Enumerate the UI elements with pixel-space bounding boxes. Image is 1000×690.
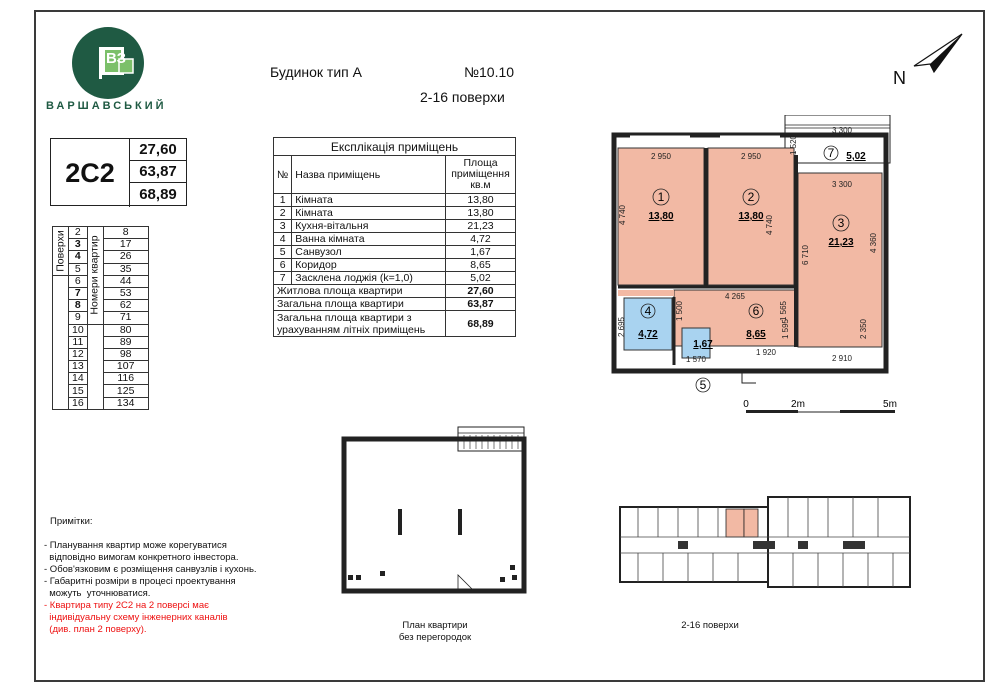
apartment-number: 89 — [103, 336, 148, 348]
dimension-label: 4 740 — [618, 204, 627, 226]
explication-table — [273, 137, 516, 337]
scale-label-2m: 2m — [791, 399, 805, 410]
building-number: №10.10 — [464, 64, 515, 80]
dimension-label: 3 300 — [831, 126, 853, 135]
dimension-label: 2 350 — [859, 318, 868, 340]
floor-row — [53, 227, 149, 239]
dimension-label: 2 695 — [617, 316, 626, 338]
dimension-label: 2 950 — [740, 152, 762, 161]
floor-number: 3 — [69, 239, 88, 251]
apartment-number: 62 — [103, 300, 148, 312]
room-number-label: 3 — [837, 216, 845, 230]
apartment-number: 71 — [103, 312, 148, 324]
brand-wordmark: ВАРШАВСЬКИЙ — [46, 100, 167, 112]
room-name: Кухня-вітальня — [292, 220, 446, 233]
apartments-header-spacer — [87, 324, 103, 409]
floors-apartments-table — [52, 226, 149, 410]
room-number-label: 4 — [644, 304, 652, 318]
room-area: 1,67 — [446, 246, 516, 259]
dimension-label: 1 500 — [675, 300, 684, 322]
floor-number: 14 — [69, 373, 88, 385]
scale-label-0: 0 — [743, 399, 749, 410]
floor-number: 7 — [69, 287, 88, 299]
room-number-label: 6 — [752, 304, 760, 318]
room-area: 4,72 — [446, 233, 516, 246]
dimension-label: 2 950 — [650, 152, 672, 161]
col-num-header: № — [274, 156, 292, 194]
room-name: Санвузол — [292, 246, 446, 259]
notes-block — [44, 516, 257, 636]
total-value: 68,89 — [446, 311, 516, 337]
living-area-value: 27,60 — [130, 139, 186, 161]
room-number-label: 1 — [657, 190, 665, 204]
room-area: 13,80 — [446, 207, 516, 220]
room-number: 3 — [274, 220, 292, 233]
dimension-label: 2 910 — [831, 354, 853, 363]
explication-total-row — [274, 298, 516, 311]
note-item: - Габаритні розміри в процесі проектування можуть уточнюватися. — [44, 576, 236, 599]
col-name-header: Назва приміщень — [292, 156, 446, 194]
dimension-label: 3 300 — [831, 180, 853, 189]
room-number-label: 2 — [747, 190, 755, 204]
building-type: Будинок тип А — [270, 64, 362, 80]
room-area-label: 1,67 — [693, 339, 713, 350]
room-area-label: 4,72 — [638, 329, 658, 340]
room-area-label: 5,02 — [846, 151, 866, 162]
floor-number: 13 — [69, 361, 88, 373]
note-item: - Обов'язковим є розміщення санвузлів і кухонь. — [44, 564, 257, 575]
room-area-label: 21,23 — [828, 237, 854, 248]
dimension-label: 4 360 — [869, 232, 878, 254]
apartment-number: 8 — [103, 227, 148, 239]
room-area-label: 13,80 — [738, 211, 764, 222]
floor-number: 8 — [69, 300, 88, 312]
explication-title: Експлікація приміщень — [274, 138, 516, 156]
floor-number: 2 — [69, 227, 88, 239]
explication-row — [274, 220, 516, 233]
floor-plan-caption: 2-16 поверхи — [681, 620, 739, 631]
explication-row — [274, 259, 516, 272]
floor-number: 4 — [69, 251, 88, 263]
apartment-number: 53 — [103, 287, 148, 299]
apartment-number: 26 — [103, 251, 148, 263]
apartment-floor-plan — [610, 115, 900, 400]
floor-number: 15 — [69, 385, 88, 397]
room-number: 5 — [274, 246, 292, 259]
apartment-number: 116 — [103, 373, 148, 385]
dimension-label: 1 920 — [755, 348, 777, 357]
empty-apartment-plan — [340, 425, 530, 605]
total-label: Загальна площа квартири з урахуванням літніх приміщень — [274, 311, 446, 337]
apartments-header: Номери квартир — [87, 227, 103, 325]
room-area-label: 8,65 — [746, 329, 766, 340]
room-number-label: 7 — [827, 146, 835, 160]
room-number: 4 — [274, 233, 292, 246]
dimension-label: 1 570 — [685, 355, 707, 364]
room-area-label: 13,80 — [648, 211, 674, 222]
north-label: N — [893, 68, 906, 88]
dimension-label: 4 265 — [724, 292, 746, 301]
room-number: 2 — [274, 207, 292, 220]
dimension-label: 4 740 — [765, 214, 774, 236]
floor-number: 10 — [69, 324, 88, 336]
floors-header: Поверхи — [53, 227, 69, 276]
floor-number: 11 — [69, 336, 88, 348]
apartment-number: 17 — [103, 239, 148, 251]
explication-row — [274, 207, 516, 220]
apartment-number: 98 — [103, 348, 148, 360]
explication-row — [274, 246, 516, 259]
room-name: Кімната — [292, 207, 446, 220]
scale-label-5m: 5m — [883, 399, 897, 410]
floor-plan-thumbnail — [618, 495, 913, 595]
room-name: Кімната — [292, 194, 446, 207]
notes-warning: - Квартира типу 2С2 на 2 поверсі має індивідуальну схему інженерних каналів (див. план 2 поверху). — [44, 600, 228, 635]
col-area-header: Площа приміщення кв.м — [446, 156, 516, 194]
apartment-number: 35 — [103, 263, 148, 275]
apartment-number: 107 — [103, 361, 148, 373]
room-name: Коридор — [292, 259, 446, 272]
total-area-value: 63,87 — [130, 161, 186, 183]
explication-total-row — [274, 285, 516, 298]
floor-number: 9 — [69, 312, 88, 324]
floor-number: 5 — [69, 263, 88, 275]
room-area: 13,80 — [446, 194, 516, 207]
empty-plan-caption: План квартири без перегородок — [398, 620, 472, 643]
apartment-number: 44 — [103, 275, 148, 287]
explication-total-row — [274, 311, 516, 337]
dimension-label: 1 520 — [789, 134, 798, 156]
apartment-type-box — [50, 138, 187, 206]
apartment-number: 80 — [103, 324, 148, 336]
room-name: Засклена лоджія (k=1,0) — [292, 272, 446, 285]
logo-letters: ВЗ — [106, 50, 127, 67]
logo-emblem — [72, 27, 144, 99]
room-number: 1 — [274, 194, 292, 207]
total-label: Житлова площа квартири — [274, 285, 446, 298]
dimension-label: 1 595 — [781, 318, 790, 340]
room-number: 6 — [274, 259, 292, 272]
total-value: 27,60 — [446, 285, 516, 298]
room-name: Ванна кімната — [292, 233, 446, 246]
room-number-label: 5 — [699, 378, 707, 392]
explication-row — [274, 233, 516, 246]
floor-number: 6 — [69, 275, 88, 287]
total-label: Загальна площа квартири — [274, 298, 446, 311]
floors-header-spacer — [53, 275, 69, 409]
total-value: 63,87 — [446, 298, 516, 311]
explication-row — [274, 272, 516, 285]
explication-row — [274, 194, 516, 207]
dimension-label: 6 710 — [801, 244, 810, 266]
room-area: 5,02 — [446, 272, 516, 285]
notes-title: Примітки: — [50, 516, 93, 527]
total-area-summer-value: 68,89 — [139, 185, 177, 203]
floor-number: 12 — [69, 348, 88, 360]
room-area: 21,23 — [446, 220, 516, 233]
room-area: 8,65 — [446, 259, 516, 272]
scale-bar — [740, 398, 900, 425]
note-item: - Планування квартир може корегуватися відповідно вимогам конкретного інвестора. — [44, 540, 239, 563]
apartment-number: 125 — [103, 385, 148, 397]
floor-number: 16 — [69, 397, 88, 409]
dimension-label: 1 565 — [779, 300, 788, 322]
room-number: 7 — [274, 272, 292, 285]
floors-range: 2-16 поверхи — [420, 89, 505, 105]
apartment-type-code: 2С2 — [65, 157, 115, 188]
apartment-number: 134 — [103, 397, 148, 409]
